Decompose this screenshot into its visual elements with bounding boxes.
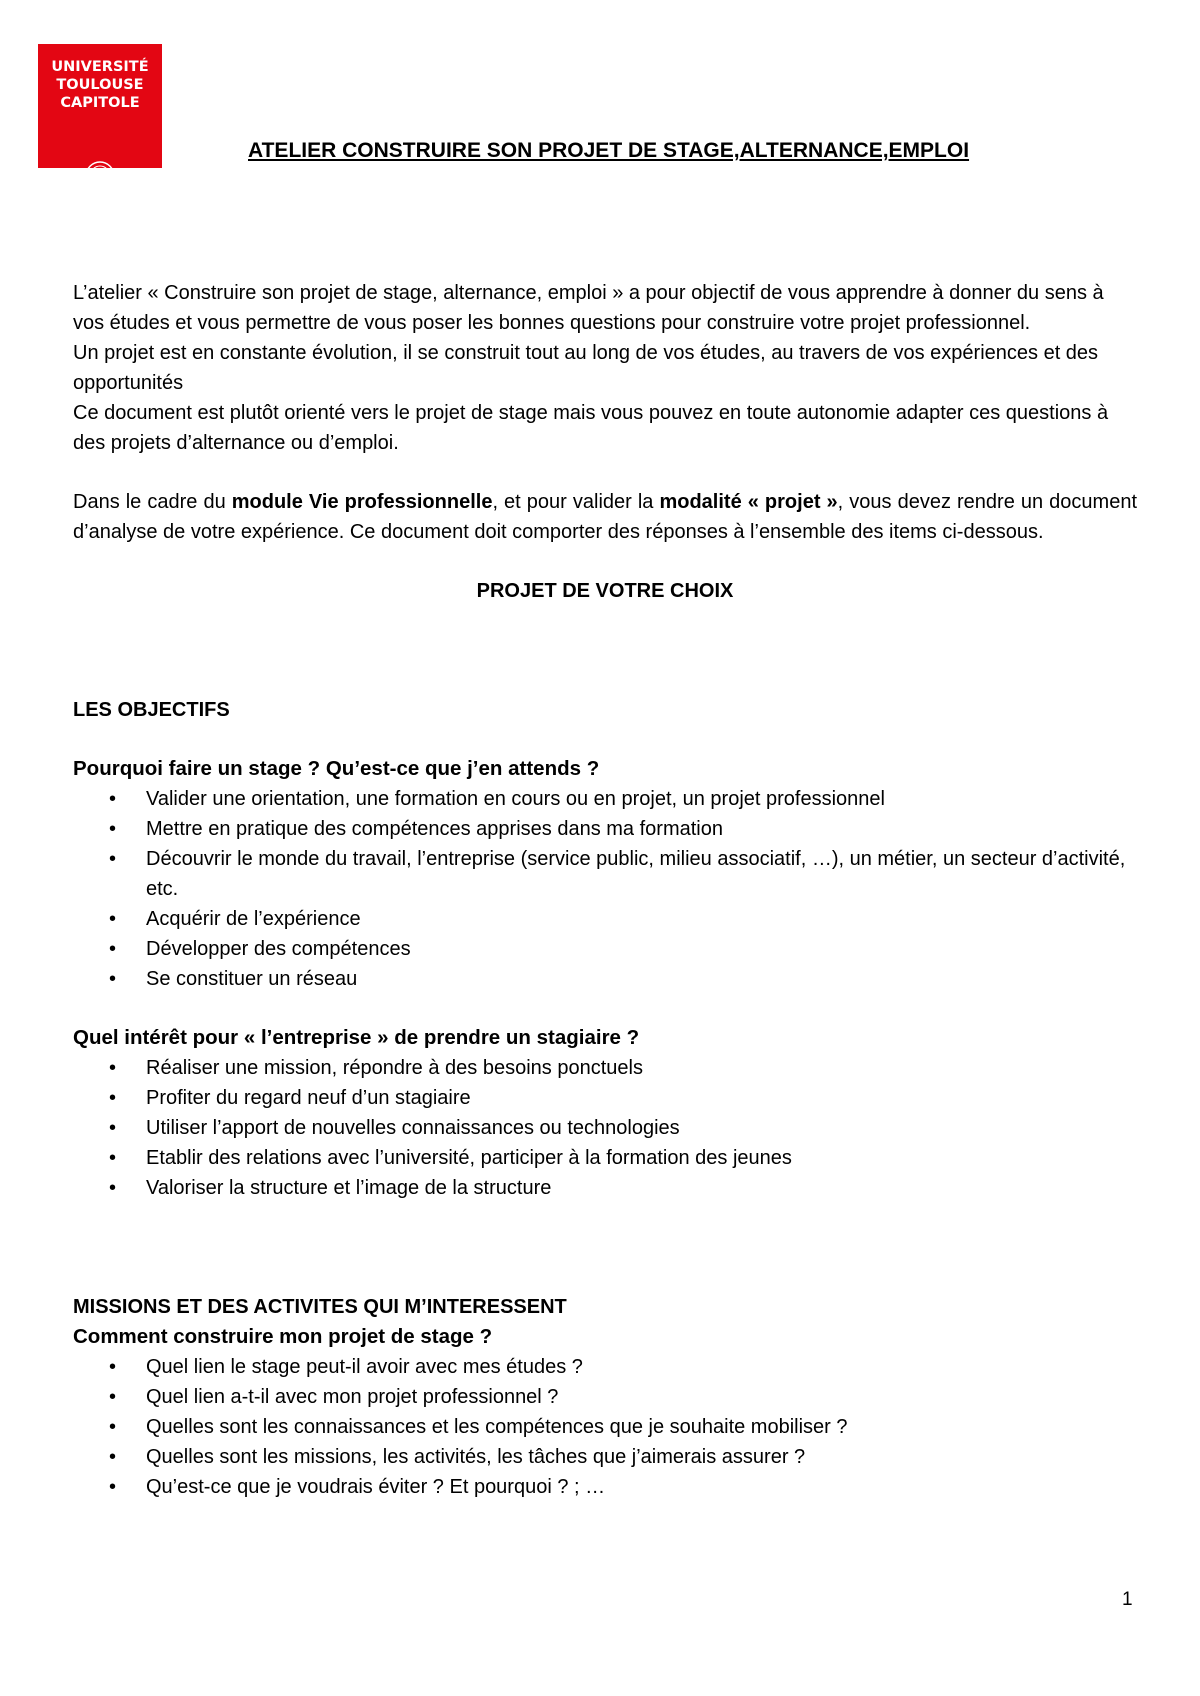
intro-paragraph-2: Un projet est en constante évolution, il se construit tout au long de vos études, au travers de vos expériences et des opportunités bbox=[73, 342, 1099, 394]
choice-heading: PROJET DE VOTRE CHOIX bbox=[476, 580, 734, 602]
objectives-heading: LES OBJECTIFS bbox=[73, 699, 230, 721]
list-item: • Quel lien a-t-il avec mon projet professionnel ? bbox=[73, 1382, 1137, 1412]
document-title: ATELIER CONSTRUIRE SON PROJET DE STAGE,ALTERNANCE,EMPLOI bbox=[248, 139, 970, 162]
intro-paragraph-3: Ce document est plutôt orienté vers le projet de stage mais vous pouvez en toute autonomie adapter ces questions à des projets d’alternance ou d’emploi. bbox=[73, 402, 1109, 454]
objectives-list-1 bbox=[73, 784, 1137, 994]
list-item: • Acquérir de l’expérience bbox=[73, 904, 1137, 934]
list-item: • Quelles sont les missions, les activités, les tâches que j’aimerais assurer ? bbox=[73, 1442, 1137, 1472]
list-item: • Etablir des relations avec l’université, participer à la formation des jeunes bbox=[73, 1143, 1137, 1173]
module-text-2: , et pour valider la bbox=[492, 491, 660, 513]
objectives-question-1: Pourquoi faire un stage ? Qu’est-ce que j’en attends ? bbox=[73, 757, 600, 780]
list-item: • Mettre en pratique des compétences apprises dans ma formation bbox=[73, 814, 1137, 844]
intro-paragraph-1: L’atelier « Construire son projet de stage, alternance, emploi » a pour objectif de vous apprendre à donner du sens à vos études et vous permettre de vous poser les bonnes questions pour construire votre projet professionnel. bbox=[73, 282, 1104, 334]
logo-line-1: UNIVERSITÉ bbox=[51, 59, 149, 75]
module-paragraph bbox=[73, 487, 1137, 547]
intro-section bbox=[73, 278, 1137, 458]
list-item: • Réaliser une mission, répondre à des besoins ponctuels bbox=[73, 1053, 1137, 1083]
list-item: • Profiter du regard neuf d’un stagiaire bbox=[73, 1083, 1137, 1113]
list-item: • Qu’est-ce que je voudrais éviter ? Et pourquoi ? ; … bbox=[73, 1472, 1137, 1502]
objectives-question-2: Quel intérêt pour « l’entreprise » de prendre un stagiaire ? bbox=[73, 1026, 640, 1049]
list-item: • Valider une orientation, une formation en cours ou en projet, un projet professionnel bbox=[73, 784, 1137, 814]
list-item: • Quelles sont les connaissances et les compétences que je souhaite mobiliser ? bbox=[73, 1412, 1137, 1442]
list-item: • Quel lien le stage peut-il avoir avec mes études ? bbox=[73, 1352, 1137, 1382]
list-item: • Valoriser la structure et l’image de la structure bbox=[73, 1173, 1137, 1203]
missions-question: Comment construire mon projet de stage ? bbox=[73, 1325, 493, 1348]
module-text-1: Dans le cadre du bbox=[73, 491, 232, 513]
objectives-list-2 bbox=[73, 1053, 1137, 1203]
modality-name: modalité « projet » bbox=[659, 491, 838, 513]
document-body bbox=[73, 278, 1137, 1502]
logo-wordmark bbox=[38, 58, 162, 112]
missions-heading: MISSIONS ET DES ACTIVITES QUI M’INTERESSENT bbox=[73, 1296, 567, 1318]
page-number: 1 bbox=[1122, 1589, 1133, 1610]
module-text-3: , vous devez rendre un document d’analyse de votre expérience. Ce document doit comporter des réponses à l’ensemble des items ci-dessous. bbox=[73, 491, 1137, 543]
missions-list bbox=[73, 1352, 1137, 1502]
list-item: • Utiliser l’apport de nouvelles connaissances ou technologies bbox=[73, 1113, 1137, 1143]
logo-line-2: TOULOUSE bbox=[56, 77, 144, 93]
list-item: • Découvrir le monde du travail, l’entreprise (service public, milieu associatif, …), un métier, un secteur d’activité, etc. bbox=[73, 844, 1137, 904]
list-item: • Développer des compétences bbox=[73, 934, 1137, 964]
logo-line-3: CAPITOLE bbox=[60, 95, 140, 111]
module-name: module Vie professionnelle bbox=[231, 491, 493, 513]
seal-icon bbox=[50, 156, 150, 196]
list-item: • Se constituer un réseau bbox=[73, 964, 1137, 994]
university-logo bbox=[38, 44, 162, 168]
